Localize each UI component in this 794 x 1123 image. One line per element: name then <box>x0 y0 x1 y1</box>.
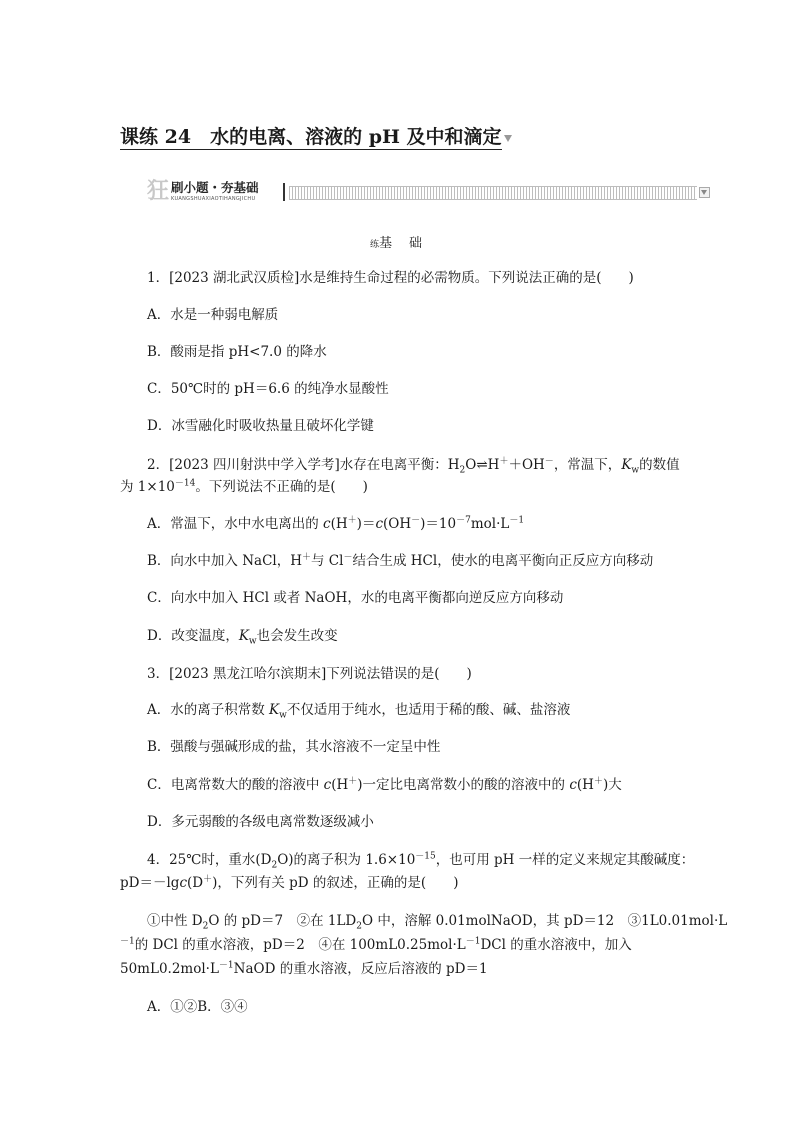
q3-option-c[interactable]: C．电离常数大的酸的溶液中 c(H＋)一定比电离常数小的酸的溶液中的 c(H＋)大 <box>147 776 622 793</box>
kuang-logo: 狂 <box>147 179 170 204</box>
q1-option-d[interactable]: D．冰雪融化时吸收热量且破坏化学键 <box>147 418 374 434</box>
q2-option-b[interactable]: B．向水中加入 NaCl，H＋与 Cl－结合生成 HCl，使水的电离平衡向正反应方向移动 <box>147 552 654 569</box>
section-banner <box>147 181 709 203</box>
q3-option-a[interactable]: A．水的离子积常数 $K_w$不仅适用于纯水，也适用于稀的酸、碱、盐溶液 <box>147 702 571 721</box>
q1-option-c[interactable]: C．50℃时的 pH＝6.6 的纯净水显酸性 <box>147 381 389 397</box>
q2-option-c[interactable]: C．向水中加入 HCl 或者 NaOH，水的电离平衡都向逆反应方向移动 <box>147 590 564 606</box>
q1-option-b[interactable]: B．酸雨是指 pH<7.0 的降水 <box>147 344 327 360</box>
q3-option-b[interactable]: B．强酸与强碱形成的盐，其水溶液不一定呈中性 <box>147 739 441 755</box>
banner-divider <box>283 183 285 201</box>
q1-stem: 1．[2023 湖北武汉质检]水是维持生命过程的必需物质。下列说法正确的是( ) <box>147 270 634 286</box>
q4-answer-options[interactable]: A．①②B．③④ <box>147 999 248 1015</box>
page-title <box>120 122 512 149</box>
lesson-number: 课练 24 <box>120 126 192 148</box>
banner-stripe <box>289 186 697 200</box>
q2-stem-cont: 为 $1\times 10^{-14}$。下列说法不正确的是( ) <box>120 478 368 495</box>
q4-statements-3: $50mL0.2mol\cdot L^{-1}NaOD$ 的重水溶液，反应后溶液的 pD＝1 <box>120 960 488 977</box>
q3-option-d[interactable]: D．多元弱酸的各级电离常数逐级减小 <box>147 814 374 830</box>
triangle-mark-icon <box>504 135 512 142</box>
q2-option-d[interactable]: D．改变温度，$K_w$也会发生改变 <box>147 628 338 647</box>
lesson-topic: 水的电离、溶液的 pH 及中和滴定 <box>210 126 502 148</box>
banner-title: 刷小题・夯基础 <box>171 180 259 195</box>
collapse-icon[interactable] <box>699 187 710 198</box>
q4-statements-2: $^{-1}$的 DCl 的重水溶液，pD＝2 ④在 $100mL0.25mol\cdot L^{-1}DCl$ 的重水溶液中，加入 <box>120 936 632 953</box>
q2-option-a[interactable]: A．常温下，水中水电离出的 $c(H^+)=c(OH^-)=10^{-7}mol\cdot L^{-1}$ <box>147 515 525 532</box>
q1-option-a[interactable]: A．水是一种弱电解质 <box>147 307 279 323</box>
q4-stem: 4．25℃时，重水$(D_2O)$的离子积为 $1.6\times 10^{-15}$，也可用 pH 一样的定义来规定其酸碱度： <box>147 851 695 871</box>
banner-pinyin: KUANGSHUAXIAOTIHANGJICHU <box>171 196 256 202</box>
section-heading: 练基 础 <box>369 236 425 251</box>
q4-stem-cont: pD＝－lgc(D＋)，下列有关 pD 的叙述，正确的是( ) <box>120 874 459 891</box>
q2-stem: 2．[2023 四川射洪中学入学考]水存在电离平衡：$H_2O\rightleftharpoons H^++OH^-$，常温下，$K_w$的数值 <box>147 456 680 476</box>
q3-stem: 3．[2023 黑龙江哈尔滨期末]下列说法错误的是( ) <box>147 666 472 682</box>
q4-statements-1: ①中性 $D_2O$ 的 pD＝7 ②在 $1LD_2O$ 中，溶解 0.01molNaOD，其 pD＝12 ③1L0.01mol·L <box>147 913 728 932</box>
